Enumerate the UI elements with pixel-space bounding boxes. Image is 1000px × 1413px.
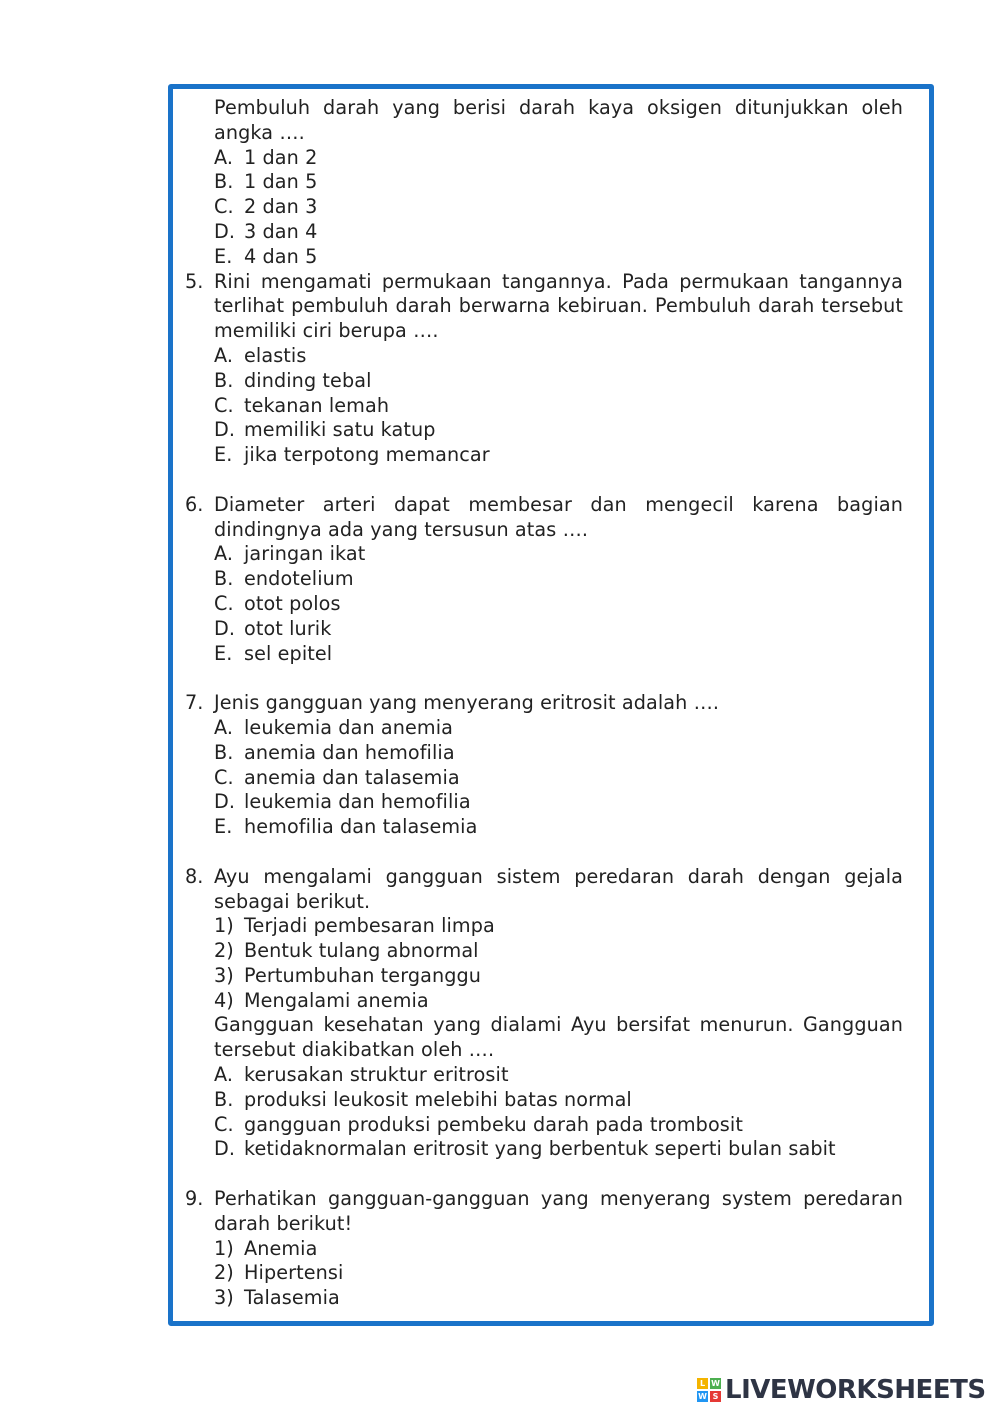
question-8-text: sebagai berikut. bbox=[214, 889, 371, 913]
option-e[interactable]: E. 4 dan 5 bbox=[214, 244, 318, 268]
logo-text: LIVEWORKSHEETS bbox=[725, 1375, 986, 1405]
spacer bbox=[185, 468, 903, 493]
option-c[interactable]: C. tekanan lemah bbox=[214, 393, 390, 417]
spacer bbox=[185, 840, 903, 865]
list-item: 1) Anemia bbox=[214, 1236, 318, 1260]
option-a[interactable]: A. jaringan ikat bbox=[214, 542, 366, 566]
option-e[interactable]: E. hemofilia dan talasemia bbox=[214, 815, 478, 839]
symptom-item: 2) Bentuk tulang abnormal bbox=[214, 939, 479, 963]
option-a[interactable]: A. elastis bbox=[214, 343, 307, 367]
option-c[interactable]: C. gangguan produksi pembeku darah pada trombosit bbox=[214, 1112, 743, 1136]
question-8-text: 8. Ayu mengalami gangguan sistem peredaran darah dengan gejala bbox=[185, 864, 903, 888]
spacer bbox=[185, 1162, 903, 1187]
list-item: 2) Hipertensi bbox=[214, 1261, 344, 1285]
option-b[interactable]: B. 1 dan 5 bbox=[214, 170, 318, 194]
option-a[interactable]: A. leukemia dan anemia bbox=[214, 715, 454, 739]
option-e[interactable]: E. jika terpotong memancar bbox=[214, 443, 490, 467]
option-d[interactable]: D. memiliki satu katup bbox=[214, 418, 436, 442]
question-6-text: dindingnya ada yang tersusun atas …. bbox=[214, 517, 589, 541]
option-c[interactable]: C. anemia dan talasemia bbox=[214, 765, 460, 789]
list-item: 3) Talasemia bbox=[214, 1286, 340, 1310]
question-4-text: angka …. bbox=[214, 120, 305, 144]
worksheet-content bbox=[185, 96, 903, 1311]
option-a[interactable]: A. kerusakan struktur eritrosit bbox=[214, 1063, 509, 1087]
question-6-text: 6. Diameter arteri dapat membesar dan mengecil karena bagian bbox=[185, 492, 903, 516]
option-d[interactable]: D. otot lurik bbox=[214, 616, 332, 640]
question-5-text: 5. Rini mengamati permukaan tangannya. Pada permukaan tangannya bbox=[185, 269, 903, 293]
question-7-text: 7. Jenis gangguan yang menyerang eritrosit adalah …. bbox=[185, 691, 720, 715]
spacer bbox=[185, 666, 903, 691]
option-d[interactable]: D. ketidaknormalan eritrosit yang berbentuk seperti bulan sabit bbox=[214, 1137, 836, 1161]
symptom-item: 1) Terjadi pembesaran limpa bbox=[214, 914, 495, 938]
option-a[interactable]: A. 1 dan 2 bbox=[214, 145, 318, 169]
symptom-item: 3) Pertumbuhan terganggu bbox=[214, 963, 482, 987]
question-4-text: Pembuluh darah yang berisi darah kaya oksigen ditunjukkan oleh bbox=[214, 96, 903, 119]
liveworksheets-logo[interactable] bbox=[697, 1374, 986, 1406]
symptom-item: 4) Mengalami anemia bbox=[214, 988, 429, 1012]
question-number: 5. bbox=[185, 269, 204, 293]
option-b[interactable]: B. anemia dan hemofilia bbox=[214, 740, 455, 764]
question-number: 8. bbox=[185, 864, 204, 888]
liveworksheets-logo-icon: L W W S bbox=[698, 1379, 720, 1401]
question-9-text: 9. Perhatikan gangguan-gangguan yang menyerang system peredaran bbox=[185, 1187, 903, 1211]
question-8-text: Gangguan kesehatan yang dialami Ayu bersifat menurun. Gangguan bbox=[214, 1013, 903, 1037]
question-9-text: darah berikut! bbox=[214, 1211, 353, 1235]
question-number: 7. bbox=[185, 691, 204, 715]
question-5-text: memiliki ciri berupa …. bbox=[214, 319, 439, 343]
option-d[interactable]: D. leukemia dan hemofilia bbox=[214, 790, 471, 814]
option-c[interactable]: C. 2 dan 3 bbox=[214, 195, 318, 219]
option-c[interactable]: C. otot polos bbox=[214, 591, 341, 615]
question-5-text: terlihat pembuluh darah berwarna kebiruan. Pembuluh darah tersebut bbox=[214, 294, 903, 318]
option-e[interactable]: E. sel epitel bbox=[214, 641, 333, 665]
option-b[interactable]: B. dinding tebal bbox=[214, 368, 372, 392]
option-b[interactable]: B. produksi leukosit melebihi batas normal bbox=[214, 1087, 632, 1111]
option-d[interactable]: D. 3 dan 4 bbox=[214, 219, 318, 243]
question-8-text: tersebut diakibatkan oleh …. bbox=[214, 1038, 495, 1062]
option-b[interactable]: B. endotelium bbox=[214, 567, 354, 591]
question-number: 6. bbox=[185, 492, 204, 516]
question-number: 9. bbox=[185, 1187, 204, 1211]
